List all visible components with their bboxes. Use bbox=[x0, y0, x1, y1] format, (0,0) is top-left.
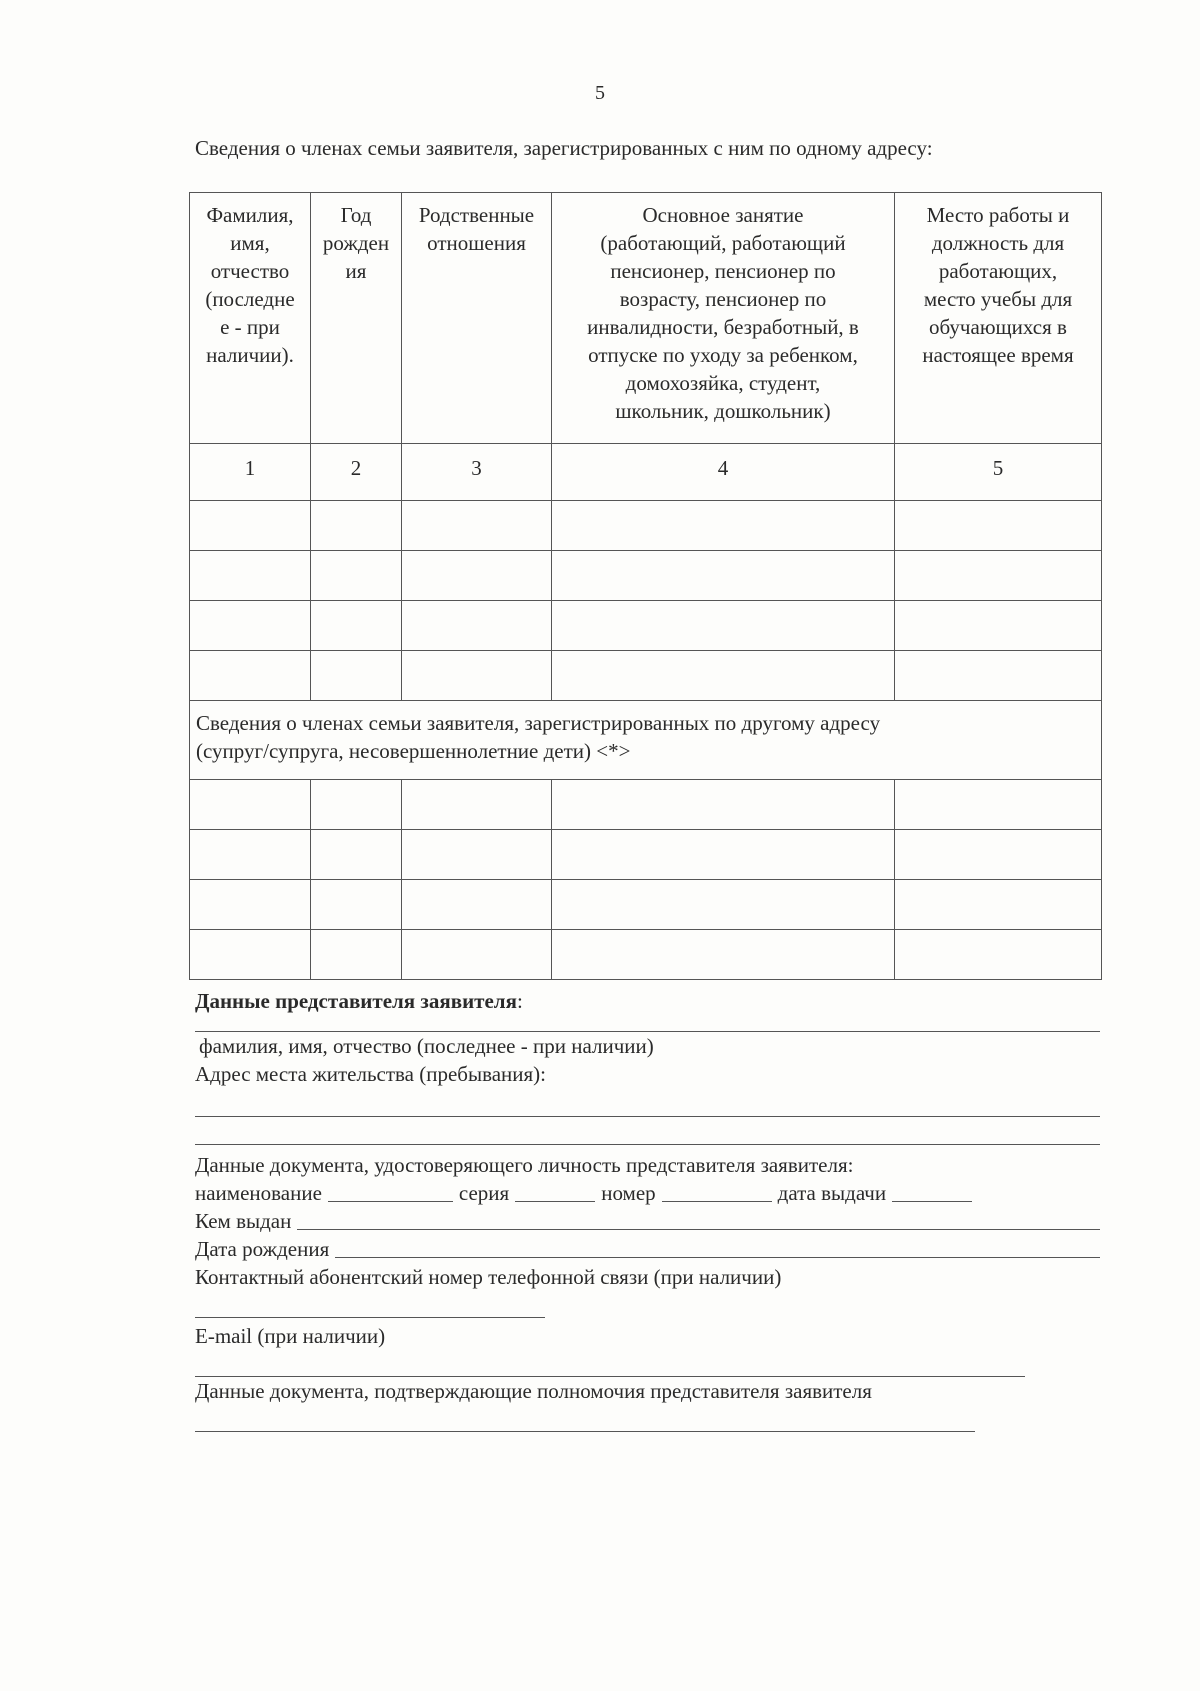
header-workplace: Место работы и должность для работающих, место учебы для обучающихся в настоящее время bbox=[895, 193, 1102, 444]
birth-date-label: Дата рождения bbox=[195, 1237, 330, 1261]
doc-series-field[interactable] bbox=[515, 1200, 595, 1202]
column-number: 5 bbox=[895, 444, 1102, 501]
table-cell[interactable] bbox=[552, 930, 895, 980]
table-cell[interactable] bbox=[552, 830, 895, 880]
table-cell[interactable] bbox=[311, 830, 402, 880]
table-cell[interactable] bbox=[895, 551, 1102, 601]
table-cell[interactable] bbox=[402, 551, 552, 601]
table-cell[interactable] bbox=[311, 880, 402, 930]
table-row bbox=[190, 651, 1102, 701]
issued-by-row bbox=[195, 1207, 1100, 1235]
id-doc-heading: Данные документа, удостоверяющего личность представителя заявителя: bbox=[195, 1153, 854, 1177]
doc-name-label: наименование bbox=[195, 1181, 322, 1205]
table-cell[interactable] bbox=[402, 880, 552, 930]
representative-title: Данные представителя заявителя: bbox=[195, 989, 523, 1013]
table-cell[interactable] bbox=[311, 651, 402, 701]
family-members-table bbox=[189, 192, 1102, 980]
table-cell[interactable] bbox=[311, 930, 402, 980]
table-row bbox=[190, 551, 1102, 601]
table-row bbox=[190, 601, 1102, 651]
table-row bbox=[190, 930, 1102, 980]
table-cell[interactable] bbox=[895, 780, 1102, 830]
table-row bbox=[190, 501, 1102, 551]
table-cell[interactable] bbox=[190, 651, 311, 701]
table-row bbox=[190, 780, 1102, 830]
table-cell[interactable] bbox=[402, 830, 552, 880]
doc-issue-date-field[interactable] bbox=[892, 1200, 972, 1202]
table-cell[interactable] bbox=[190, 880, 311, 930]
fio-caption: фамилия, имя, отчество (последнее - при наличии) bbox=[199, 1034, 654, 1058]
address-input-line-1[interactable] bbox=[195, 1088, 1100, 1117]
column-numbers-row bbox=[190, 444, 1102, 501]
table-cell[interactable] bbox=[552, 780, 895, 830]
table-cell[interactable] bbox=[402, 780, 552, 830]
table-cell[interactable] bbox=[895, 501, 1102, 551]
table-cell[interactable] bbox=[190, 501, 311, 551]
table-cell[interactable] bbox=[311, 551, 402, 601]
table-cell[interactable] bbox=[895, 880, 1102, 930]
table-cell[interactable] bbox=[190, 930, 311, 980]
column-number: 3 bbox=[402, 444, 552, 501]
column-number: 1 bbox=[190, 444, 311, 501]
table-cell[interactable] bbox=[895, 830, 1102, 880]
doc-name-field[interactable] bbox=[328, 1200, 453, 1202]
table-cell[interactable] bbox=[190, 601, 311, 651]
phone-input-line[interactable] bbox=[195, 1291, 545, 1318]
table-cell[interactable] bbox=[895, 930, 1102, 980]
other-address-section-row bbox=[190, 701, 1102, 780]
authority-input-line[interactable] bbox=[195, 1405, 975, 1432]
authority-label: Данные документа, подтверждающие полномочия представителя заявителя bbox=[195, 1379, 872, 1403]
header-occupation: Основное занятие (работающий, работающий пенсионер, пенсионер по возрасту, пенсионер по инвалидности, безработный, в отпуске по уходу за ребенком, домохозяйка, студент, школьник, дошкольник) bbox=[552, 193, 895, 444]
table-cell[interactable] bbox=[895, 601, 1102, 651]
header-birth-year: Год рожден ия bbox=[311, 193, 402, 444]
birth-date-field[interactable] bbox=[335, 1256, 1100, 1258]
table-cell[interactable] bbox=[402, 501, 552, 551]
email-label: E-mail (при наличии) bbox=[195, 1324, 386, 1348]
table-row bbox=[190, 830, 1102, 880]
doc-series-label: серия bbox=[458, 1181, 510, 1205]
header-relation: Родственные отношения bbox=[402, 193, 552, 444]
table-row bbox=[190, 880, 1102, 930]
address-input-line-2[interactable] bbox=[195, 1117, 1100, 1145]
doc-number-field[interactable] bbox=[662, 1200, 772, 1202]
column-number: 2 bbox=[311, 444, 402, 501]
fio-input-line[interactable] bbox=[195, 1017, 1100, 1032]
table-cell[interactable] bbox=[402, 930, 552, 980]
table-cell[interactable] bbox=[552, 601, 895, 651]
email-input-line[interactable] bbox=[195, 1350, 1025, 1377]
table-cell[interactable] bbox=[552, 501, 895, 551]
column-number: 4 bbox=[552, 444, 895, 501]
table-cell[interactable] bbox=[190, 830, 311, 880]
table-cell[interactable] bbox=[402, 601, 552, 651]
table-header-row bbox=[190, 193, 1102, 444]
table-cell[interactable] bbox=[311, 501, 402, 551]
table-cell[interactable] bbox=[552, 551, 895, 601]
doc-issue-date-label: дата выдачи bbox=[777, 1181, 887, 1205]
issued-by-label: Кем выдан bbox=[195, 1209, 292, 1233]
table-cell[interactable] bbox=[311, 780, 402, 830]
table-cell[interactable] bbox=[311, 601, 402, 651]
table-cell[interactable] bbox=[190, 551, 311, 601]
table-cell[interactable] bbox=[552, 651, 895, 701]
id-doc-fields-row bbox=[195, 1179, 1100, 1207]
phone-label: Контактный абонентский номер телефонной связи (при наличии) bbox=[195, 1265, 782, 1289]
other-address-section-text: Сведения о членах семьи заявителя, зарегистрированных по другому адресу (супруг/супруга, несовершеннолетние дети) <*> bbox=[190, 701, 1102, 780]
page-number: 5 bbox=[595, 82, 605, 104]
table-cell[interactable] bbox=[895, 651, 1102, 701]
issued-by-field[interactable] bbox=[297, 1228, 1100, 1230]
table-cell[interactable] bbox=[552, 880, 895, 930]
intro-text: Сведения о членах семьи заявителя, зарегистрированных с ним по одному адресу: bbox=[195, 136, 933, 160]
header-fio: Фамилия, имя, отчество (последне е - при наличии). bbox=[190, 193, 311, 444]
address-label: Адрес места жительства (пребывания): bbox=[195, 1062, 547, 1086]
doc-number-label: номер bbox=[601, 1181, 656, 1205]
table-cell[interactable] bbox=[190, 780, 311, 830]
birth-date-row bbox=[195, 1235, 1100, 1263]
representative-section bbox=[195, 985, 1100, 1432]
table-cell[interactable] bbox=[402, 651, 552, 701]
